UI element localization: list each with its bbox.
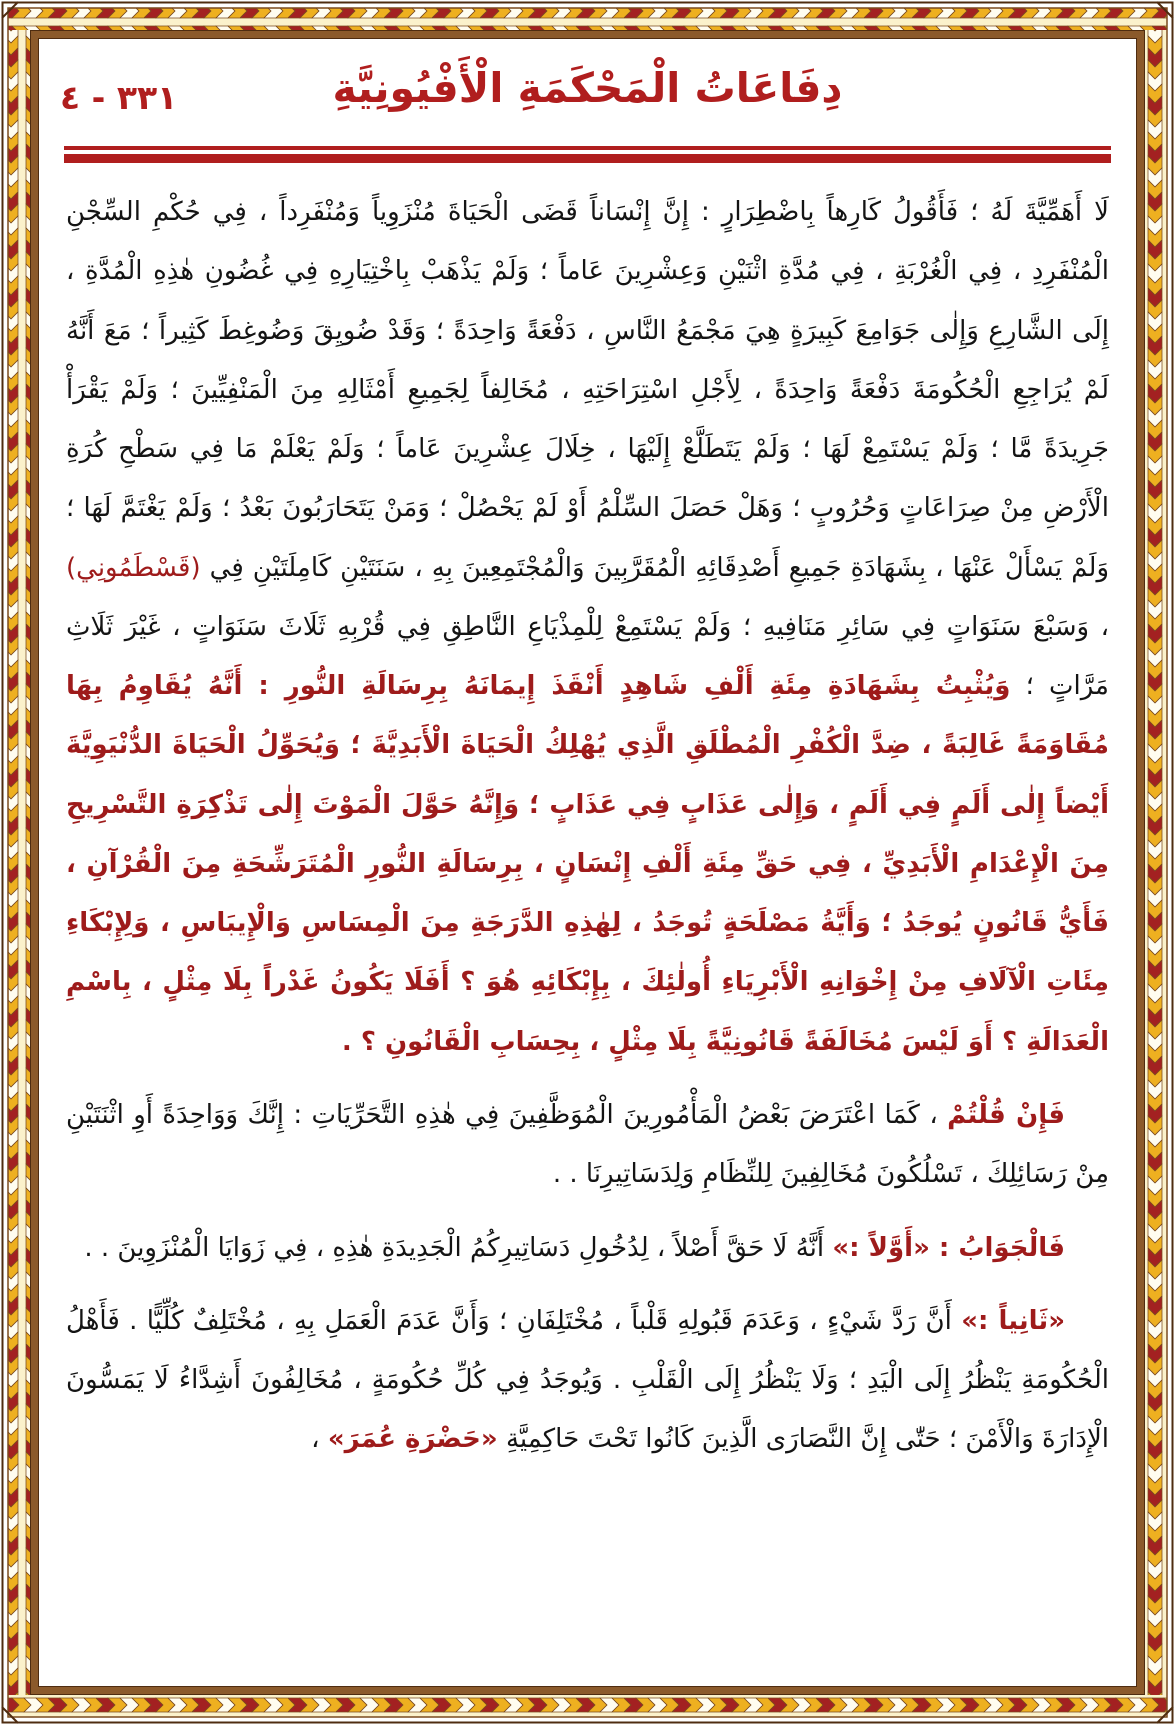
text-run-redbold: «ثَانِياً :» — [961, 1305, 1065, 1336]
body-text — [66, 183, 1109, 1470]
text-run-redbold: فَالْجَوَابُ : «أَوَّلاً :» — [832, 1232, 1065, 1263]
text-run-black: أَنَّهُ لَا حَقَّ أَصْلاً ، لِدُخُولِ دَسَاتِيرِكُمُ الْجَدِيدَةِ هٰذِهِ ، فِي زَوَايَا الْمُنْزَوِينَ . . — [84, 1232, 833, 1263]
paragraph — [66, 1219, 1109, 1278]
text-run-redbold: «حَضْرَةِ عُمَرَ» — [327, 1424, 498, 1455]
paragraph — [66, 1292, 1109, 1470]
text-run-redbold: فَإِنْ قُلْتُمْ — [947, 1099, 1065, 1130]
text-run-red: (قَسْطَمُونِي) — [66, 552, 201, 583]
paragraph — [66, 1086, 1109, 1205]
text-run-black: ، كَمَا اعْتَرَضَ بَعْضُ الْمَأْمُورِينَ الْمُوَظَّفِينَ فِي هٰذِهِ التَّحَرِّيَاتِ : إِنَّكَ وَوَاحِدَةً أَوِ اثْنَتَيْنِ مِنْ رَسَائِلِكَ ، تَسْلُكُونَ مُخَالِفِينَ لِلنِّظَامِ وَلِدَسَاتِيرِنَا . . — [66, 1099, 1109, 1190]
text-run-black: ، — [311, 1424, 328, 1455]
page-content — [44, 44, 1131, 1681]
divider-thick-line — [64, 154, 1111, 163]
page-header — [44, 44, 1131, 140]
page-number: ٣٣١ - ٤ — [60, 78, 178, 117]
text-run-black: ، وَسَبْعَ سَنَوَاتٍ فِي سَائِرِ مَنَافِيهِ ؛ وَلَمْ يَسْتَمِعْ لِلْمِذْيَاعِ النَّاطِقِ فِي قُرْبِهِ ثَلَاثَ سَنَوَاتٍ ، غَيْرَ ثَلَاثِ مَرَّاتٍ ؛ — [66, 611, 1109, 702]
paragraph — [66, 183, 1109, 1072]
text-run-black: لَا أَهَمِّيَّةَ لَهُ ؛ فَأَقُولُ كَارِهاً بِاضْطِرَارٍ : إِنَّ إِنْسَاناً قَضَى الْحَيَاةَ مُنْزَوِياً وَمُنْفَرِداً ، فِي حُكْمِ السِّجْنِ الْمُنْفَرِدِ ، فِي الْغُرْبَةِ ، فِي مُدَّةِ اثْنَيْنِ وَعِشْرِينَ عَاماً ؛ وَلَمْ يَذْهَبْ بِاخْتِيَارِهِ فِي غُضُونِ هٰذِهِ الْمُدَّةِ ، إِلَى الشَّارِعِ وَإِلٰى جَوَامِعَ كَبِيرَةٍ هِيَ مَجْمَعُ النَّاسِ ، دَفْعَةً وَاحِدَةً ؛ وَقَدْ ضُويِقَ وَضُوغِطَ كَثِيراً ؛ مَعَ أَنَّهُ لَمْ يُرَاجِعِ الْحُكُومَةَ دَفْعَةً وَاحِدَةً ، لِأَجْلِ اسْتِرَاحَتِهِ ، مُخَالِفاً لِجَمِيعِ أَمْثَالِهِ مِنَ الْمَنْفِيِّينَ ؛ وَلَمْ يَقْرَأْ جَرِيدَةً مَّا ؛ وَلَمْ يَسْتَمِعْ لَهَا ؛ وَلَمْ يَتَطَلَّعْ إِلَيْهَا ، خِلَالَ عِشْرِينَ عَاماً ؛ وَلَمْ يَعْلَمْ مَا فِي سَطْحِ كُرَةِ الْأَرْضِ مِنْ صِرَاعَاتٍ وَحُرُوبٍ ؛ وَهَلْ حَصَلَ السِّلْمُ أَوْ لَمْ يَحْصُلْ ؛ وَمَنْ يَتَحَارَبُونَ بَعْدُ ؛ وَلَمْ يَغْتَمَّ لَهَا ؛ وَلَمْ يَسْأَلْ عَنْهَا ، بِشَهَادَةِ جَمِيعِ أَصْدِقَائِهِ الْمُقَرَّبِينَ وَالْمُجْتَمِعِينَ بِهِ ، سَنَتَيْنِ كَامِلَتَيْنِ فِي — [66, 197, 1109, 583]
text-run-black: أَنَّ رَدَّ شَيْءٍ ، وَعَدَمَ قَبُولِهِ قَلْباً ، مُخْتَلِفَانِ ؛ وَأَنَّ عَدَمَ الْعَمَلِ بِهِ ، مُخْتَلِفٌ كُلِّيًّا . فَأَهْلُ الْحُكُومَةِ يَنْظُرُ إِلَى الْيَدِ ؛ وَلَا يَنْظُرُ إِلَى الْقَلْبِ . وَيُوجَدُ فِي كُلِّ حُكُومَةٍ ، مُخَالِفُونَ أَشِدَّاءُ لَا يَمَسُّونَ الْإِدَارَةَ وَالْأَمْنَ ؛ حَتّٰى إِنَّ النَّصَارَى الَّذِينَ كَانُوا تَحْتَ حَاكِمِيَّةِ — [66, 1305, 1109, 1455]
page-title: دِفَاعَاتُ الْمَحْكَمَةِ الْأَفْيُونِيَّةِ — [332, 64, 843, 112]
header-divider-rule — [64, 146, 1111, 163]
text-run-redbold: وَيُثْبِتُ بِشَهَادَةِ مِئَةِ أَلْفِ شَاهِدٍ أَنْقَذَ إِيمَانَهُ بِرِسَالَةِ النُّورِ : أَنَّهُ يُقَاوِمُ بِهَا مُقَاوَمَةً غَالِبَةً ، ضِدَّ الْكُفْرِ الْمُطْلَقِ الَّذِي يُهْلِكُ الْحَيَاةَ الْأَبَدِيَّةَ ؛ وَيُحَوِّلُ الْحَيَاةَ الدُّنْيَوِيَّةَ أَيْضاً إِلٰى أَلَمٍ فِي أَلَمٍ ، وَإِلٰى عَذَابٍ فِي عَذَابٍ ؛ وَإِنَّهُ حَوَّلَ الْمَوْتَ إِلٰى تَذْكِرَةِ التَّسْرِيحِ مِنَ الْإِعْدَامِ الْأَبَدِيِّ ، فِي حَقِّ مِئَةِ أَلْفِ إِنْسَانٍ ، بِرِسَالَةِ النُّورِ الْمُتَرَشِّحَةِ مِنَ الْقُرْآنِ ، فَأَيُّ قَانُونٍ يُوجَدُ ؛ وَأَيَّةُ مَصْلَحَةٍ تُوجَدُ ، لِهٰذِهِ الدَّرَجَةِ مِنَ الْمِسَاسِ وَالْإِيبَاسِ ، وَلِإِبْكَاءِ مِئَاتِ الْآلَافِ مِنْ إِخْوَانِهِ الْأَبْرِيَاءِ أُولٰئِكَ ، بِإِبْكَائِهِ هُوَ ؟ أَفَلَا يَكُونُ غَدْراً بِلَا مِثْلٍ ، بِاسْمِ الْعَدَالَةِ ؟ أَوَ لَيْسَ مُخَالَفَةً قَانُونِيَّةً بِلَا مِثْلٍ ، بِحِسَابِ الْقَانُونِ ؟ . — [66, 671, 1109, 1057]
